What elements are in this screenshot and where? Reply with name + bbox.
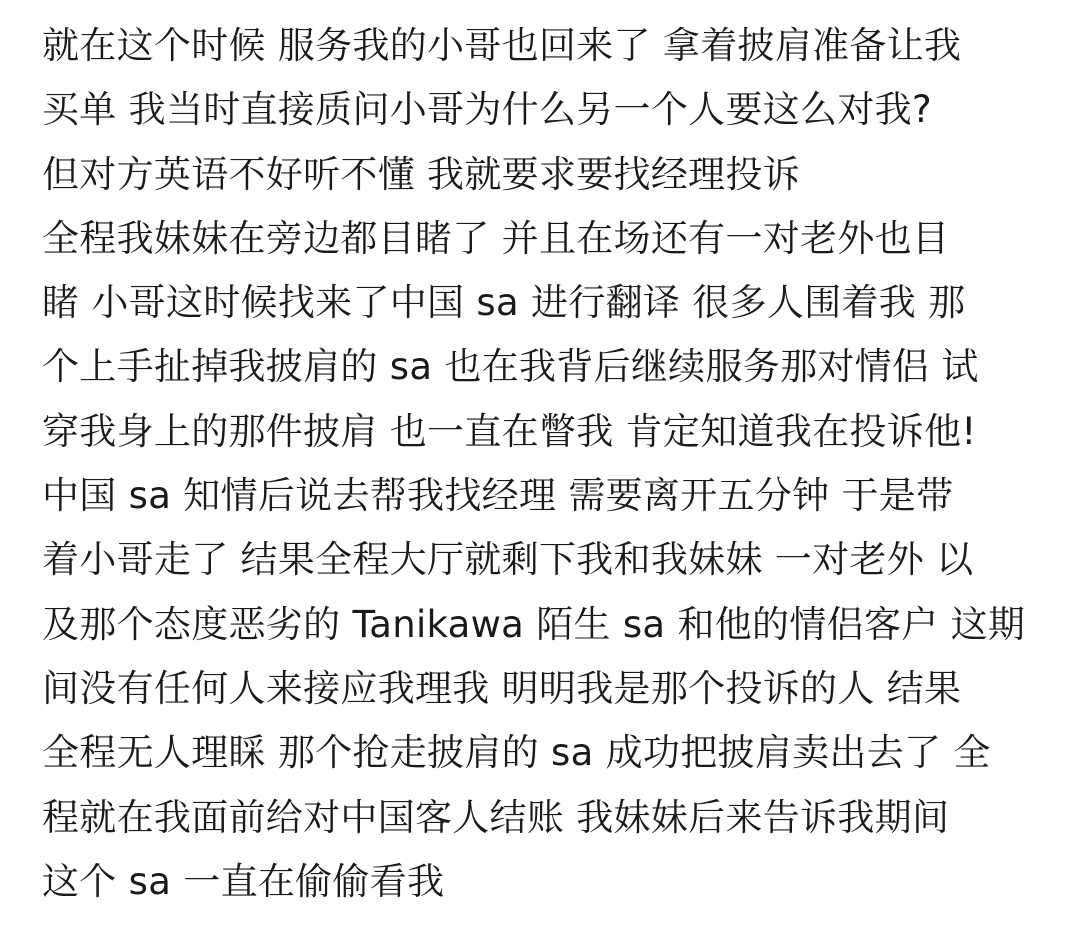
text-line: 全程我妹妹在旁边都目睹了 并且在场还有一对老外也目 (42, 216, 950, 260)
text-line: 买单 我当时直接质问小哥为什么另一个人要这么对我? (42, 88, 932, 132)
text-line: 全程无人理睬 那个抢走披肩的 sa 成功把披肩卖出去了 全 (42, 731, 991, 775)
text-line: 着小哥走了 结果全程大厅就剩下我和我妹妹 一对老外 以 (42, 538, 974, 582)
post-text-body (42, 14, 1052, 914)
text-line: 这个 sa 一直在偷偷看我 (42, 859, 445, 903)
text-line: 及那个态度恶劣的 Tanikawa 陌生 sa 和他的情侣客户 这期 (42, 602, 1026, 646)
text-line: 睹 小哥这时候找来了中国 sa 进行翻译 很多人围着我 那 (42, 281, 966, 325)
text-line: 程就在我面前给对中国客人结账 我妹妹后来告诉我期间 (42, 795, 950, 839)
text-line: 穿我身上的那件披肩 也一直在瞥我 肯定知道我在投诉他! (42, 409, 977, 453)
text-line: 但对方英语不好听不懂 我就要求要找经理投诉 (42, 152, 801, 196)
text-line: 个上手扯掉我披肩的 sa 也在我背后继续服务那对情侣 试 (42, 345, 979, 389)
text-line: 中国 sa 知情后说去帮我找经理 需要离开五分钟 于是带 (42, 474, 954, 518)
text-line: 就在这个时候 服务我的小哥也回来了 拿着披肩准备让我 (42, 24, 962, 67)
text-line: 间没有任何人来接应我理我 明明我是那个投诉的人 结果 (42, 666, 962, 710)
